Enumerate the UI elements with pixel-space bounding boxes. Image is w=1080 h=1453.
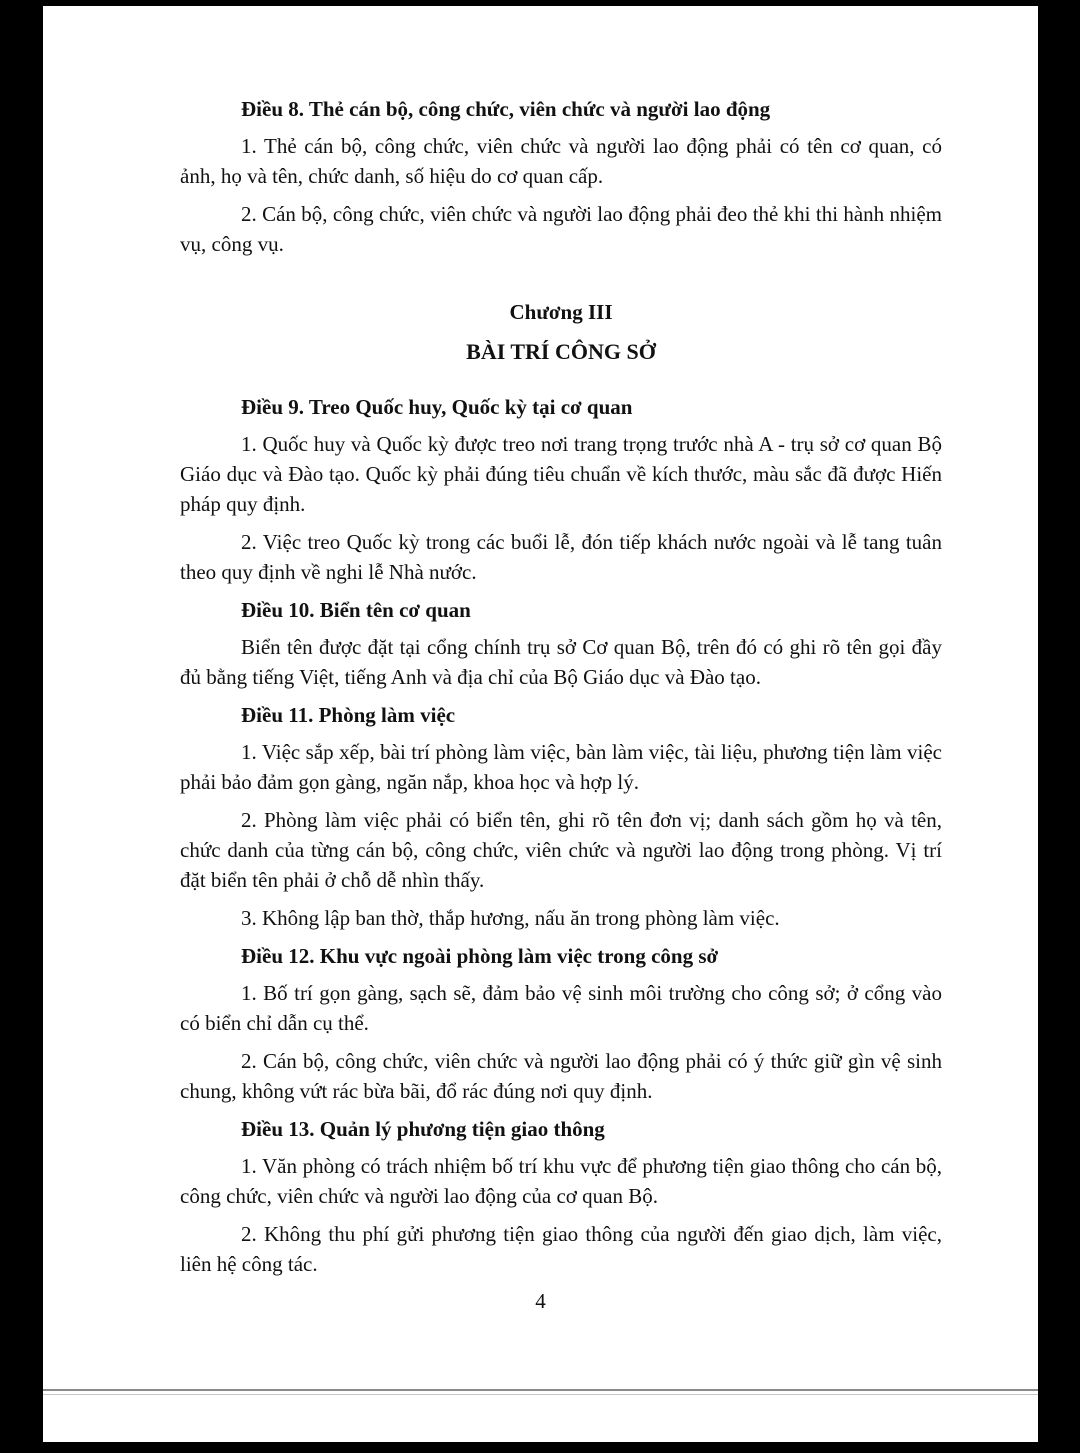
paragraph: 2. Việc treo Quốc kỳ trong các buổi lễ, đón tiếp khách nước ngoài và lễ tang tuân theo quy định về nghi lễ Nhà nước. bbox=[180, 530, 942, 584]
bottom-divider-secondary bbox=[43, 1394, 1038, 1395]
article-heading: Điều 8. Thẻ cán bộ, công chức, viên chức và người lao động bbox=[241, 97, 771, 121]
article-heading: Điều 9. Treo Quốc huy, Quốc kỳ tại cơ quan bbox=[241, 395, 633, 419]
article-heading: Điều 10. Biển tên cơ quan bbox=[241, 598, 471, 622]
paragraph: 2. Không thu phí gửi phương tiện giao thông của người đến giao dịch, làm việc, liên hệ công tác. bbox=[180, 1222, 942, 1276]
bottom-divider bbox=[43, 1389, 1038, 1391]
paragraph: 1. Quốc huy và Quốc kỳ được treo nơi trang trọng trước nhà A - trụ sở cơ quan Bộ Giáo dục và Đào tạo. Quốc kỳ phải đúng tiêu chuẩn về kích thước, màu sắc đã được Hiến pháp quy định. bbox=[180, 432, 942, 516]
document-page bbox=[43, 6, 1038, 1442]
article-heading: Điều 13. Quản lý phương tiện giao thông bbox=[241, 1117, 605, 1141]
paragraph: 3. Không lập ban thờ, thắp hương, nấu ăn trong phòng làm việc. bbox=[241, 906, 780, 930]
article-heading: Điều 11. Phòng làm việc bbox=[241, 703, 456, 727]
paragraph: 1. Thẻ cán bộ, công chức, viên chức và người lao động phải có tên cơ quan, có ảnh, họ và tên, chức danh, số hiệu do cơ quan cấp. bbox=[180, 134, 942, 188]
paragraph: 2. Cán bộ, công chức, viên chức và người lao động phải đeo thẻ khi thi hành nhiệm vụ, công vụ. bbox=[180, 202, 942, 256]
chapter-title: BÀI TRÍ CÔNG SỞ bbox=[466, 339, 656, 364]
paragraph: 2. Cán bộ, công chức, viên chức và người lao động phải có ý thức giữ gìn vệ sinh chung, không vứt rác bừa bãi, đổ rác đúng nơi quy định. bbox=[180, 1049, 942, 1103]
paragraph: 1. Việc sắp xếp, bài trí phòng làm việc, bàn làm việc, tài liệu, phương tiện làm việc phải bảo đảm gọn gàng, ngăn nắp, khoa học và hợp lý. bbox=[180, 740, 942, 794]
paragraph: 1. Bố trí gọn gàng, sạch sẽ, đảm bảo vệ sinh môi trường cho công sở; ở cổng vào có biển chỉ dẫn cụ thể. bbox=[180, 981, 942, 1035]
paragraph: 1. Văn phòng có trách nhiệm bố trí khu vực để phương tiện giao thông cho cán bộ, công chức, viên chức và người lao động của cơ quan Bộ. bbox=[180, 1154, 942, 1208]
page-number: 4 bbox=[535, 1289, 546, 1313]
document-body bbox=[180, 94, 942, 1287]
article-heading: Điều 12. Khu vực ngoài phòng làm việc trong công sở bbox=[241, 944, 719, 968]
paragraph: 2. Phòng làm việc phải có biển tên, ghi rõ tên đơn vị; danh sách gồm họ và tên, chức danh của từng cán bộ, công chức, viên chức và người lao động trong phòng. Vị trí đặt biển tên phải ở chỗ dễ nhìn thấy. bbox=[180, 808, 942, 892]
paragraph: Biển tên được đặt tại cổng chính trụ sở Cơ quan Bộ, trên đó có ghi rõ tên gọi đầy đủ bằng tiếng Việt, tiếng Anh và địa chỉ của Bộ Giáo dục và Đào tạo. bbox=[180, 635, 942, 689]
chapter-number: Chương III bbox=[509, 300, 613, 324]
